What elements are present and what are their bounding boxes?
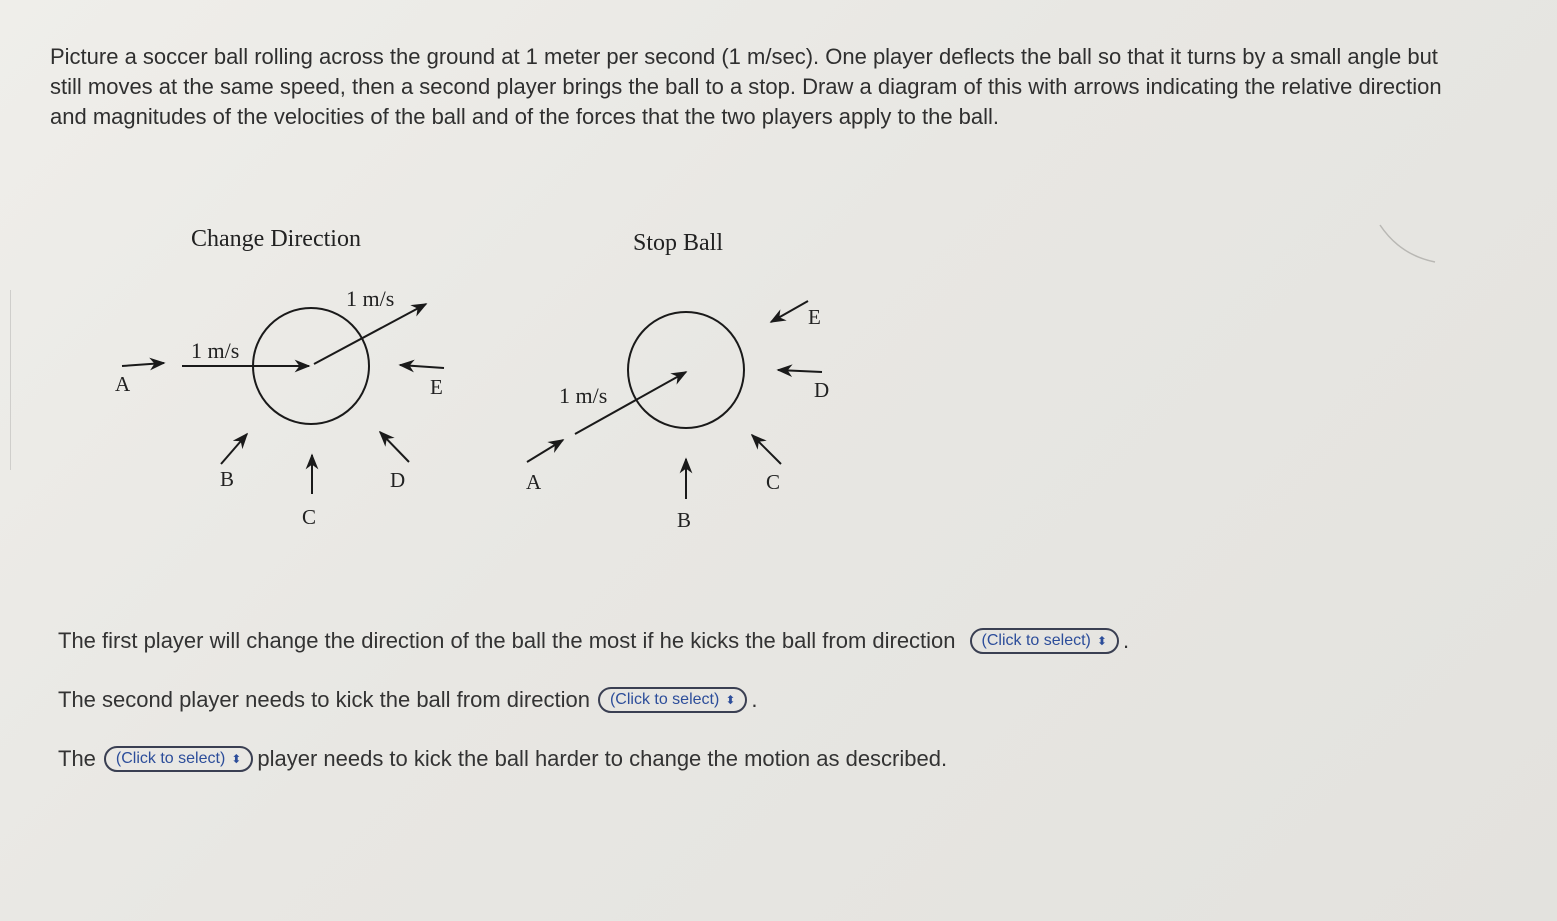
force-label-a: A bbox=[115, 372, 131, 396]
sentence-1-after: . bbox=[1122, 628, 1130, 653]
up-down-chevron-icon: ⬍ bbox=[231, 752, 242, 766]
outgoing-velocity-label: 1 m/s bbox=[346, 286, 395, 311]
force-arrow-b bbox=[221, 434, 247, 464]
sentence-1 bbox=[58, 626, 1129, 656]
stop-force-label-c: C bbox=[766, 470, 781, 494]
stop-force-arrow-c bbox=[752, 435, 781, 464]
select-label: (Click to select) bbox=[981, 632, 1091, 649]
sentence-2 bbox=[58, 685, 758, 715]
force-label-d: D bbox=[390, 468, 406, 492]
select-label: (Click to select) bbox=[115, 750, 226, 767]
stop-velocity-label: 1 m/s bbox=[559, 383, 608, 408]
incoming-velocity-label: 1 m/s bbox=[191, 338, 240, 363]
sentence-3 bbox=[58, 744, 947, 774]
force-label-c: C bbox=[302, 505, 317, 529]
select-which-player[interactable] bbox=[104, 746, 253, 772]
stop-force-arrow-e bbox=[771, 301, 808, 322]
select-label: (Click to select) bbox=[609, 691, 720, 708]
stop-force-label-e: E bbox=[808, 305, 821, 329]
stop-force-arrow-d bbox=[778, 370, 822, 372]
force-label-e: E bbox=[430, 375, 443, 399]
outgoing-velocity-arrow bbox=[314, 304, 426, 364]
stop-force-label-d: D bbox=[814, 378, 830, 402]
ball-circle-stop bbox=[628, 312, 744, 428]
sentence-2-before: The second player needs to kick the ball from direction bbox=[58, 687, 590, 712]
sentence-3-after: player needs to kick the ball harder to change the motion as described. bbox=[257, 746, 948, 771]
question-text: Picture a soccer ball rolling across the ground at 1 meter per second (1 m/sec). One player deflects the ball so that it turns by a small angle but still moves at the same speed, then a second player brings the ball to a stop. Draw a diagram of this with arrows indicating the relative direction and magnitudes of the velocities of the ball and of the forces that the two players apply to the ball. bbox=[50, 44, 1442, 129]
force-arrow-e bbox=[400, 365, 444, 368]
select-direction-second-player[interactable] bbox=[598, 687, 747, 713]
change-direction-diagram bbox=[115, 226, 444, 529]
stop-force-label-a: A bbox=[526, 470, 542, 494]
stop-ball-diagram bbox=[526, 230, 829, 532]
force-arrow-a bbox=[122, 363, 164, 366]
stop-force-arrow-a bbox=[527, 440, 563, 462]
force-label-b: B bbox=[220, 467, 235, 491]
up-down-chevron-icon: ⬍ bbox=[725, 693, 736, 707]
force-arrow-d bbox=[380, 432, 409, 462]
up-down-chevron-icon: ⬍ bbox=[1096, 634, 1107, 648]
sentence-2-after: . bbox=[751, 687, 758, 712]
sentence-1-before: The first player will change the direction of the ball the most if he kicks the ball from direction bbox=[58, 628, 956, 653]
select-direction-first-player[interactable] bbox=[970, 628, 1119, 654]
stop-force-label-b: B bbox=[677, 508, 692, 532]
sentence-3-before: The bbox=[58, 746, 96, 771]
change-direction-title: Change Direction bbox=[191, 226, 361, 252]
stop-ball-title: Stop Ball bbox=[633, 230, 724, 256]
pencil-mark bbox=[1380, 225, 1435, 262]
